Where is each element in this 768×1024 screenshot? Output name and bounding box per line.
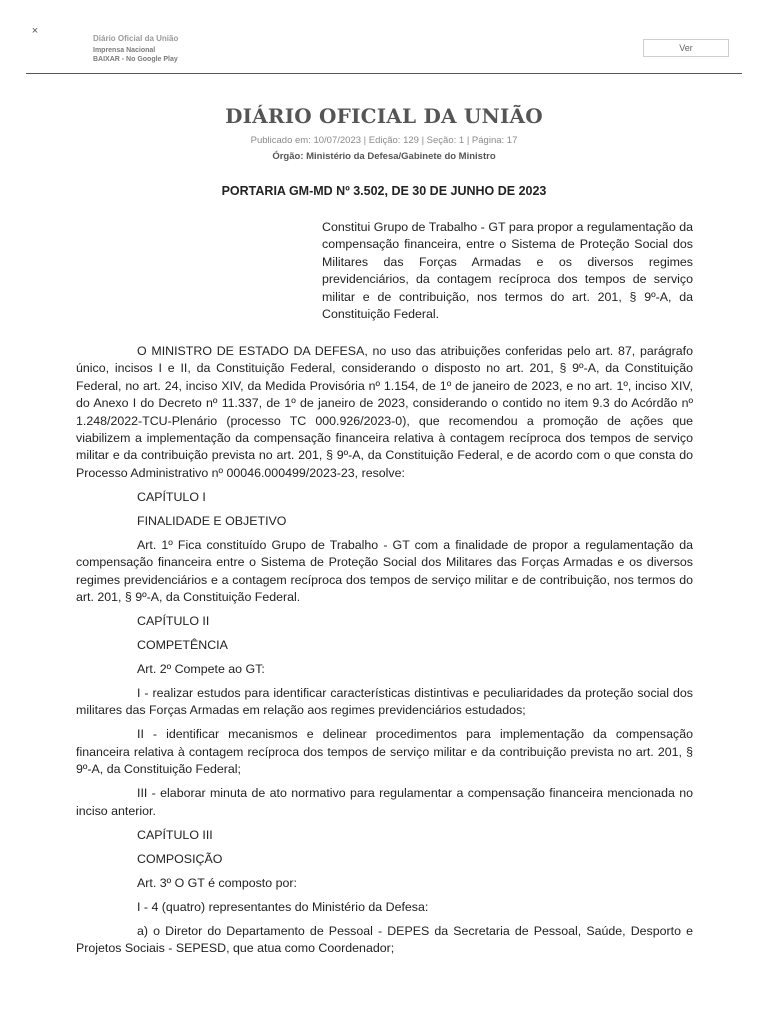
orgao-value: Ministério da Defesa/Gabinete do Ministro <box>306 151 496 162</box>
paragraph: CAPÍTULO II <box>137 614 210 629</box>
banner-divider <box>26 73 742 74</box>
paragraph: COMPOSIÇÃO <box>137 851 223 866</box>
ementa: Constitui Grupo de Trabalho - GT para propor a regulamentação da compensação financeira, entre o Sistema de Proteção Social dos Militares das Forças Armadas e os diversos regimes previdenciários, da contagem recíproca dos tempos de serviço militar e de contribuição, nos termos do art. 201, § 9º-A, da Constituição Federal. <box>322 220 693 322</box>
issuing-organ <box>0 151 768 162</box>
paragraph: FINALIDADE E OBJETIVO <box>137 513 287 528</box>
paragraph: Art. 2º Compete ao GT: <box>137 662 265 677</box>
view-app-button[interactable]: Ver <box>643 39 729 57</box>
orgao-label: Órgão: <box>272 151 304 162</box>
paragraph: I - realizar estudos para identificar características distintivas e peculiaridades da proteção social dos militares das Forças Armadas em relação aos regimes previdenciários estudados; <box>76 686 693 718</box>
page-title: DIÁRIO OFICIAL DA UNIÃO <box>225 104 543 128</box>
banner-publisher: Imprensa Nacional <box>93 47 156 54</box>
paragraph: II - identificar mecanismos e delinear procedimentos para implementação da compensação financeira relativa à contagem recíproca dos tempos de serviço militar e da contribuição prevista no art. 201, § 9º-A, da Constituição Federal; <box>76 727 693 777</box>
paragraph: III - elaborar minuta de ato normativo para regulamentar a compensação financeira mencionada no inciso anterior. <box>76 786 693 818</box>
paragraph: CAPÍTULO I <box>137 489 206 504</box>
paragraph: Art. 1º Fica constituído Grupo de Trabalho - GT com a finalidade de propor a regulamentação da compensação financeira entre o Sistema de Proteção Social dos Militares das Forças Armadas e os diversos regimes previdenciários e a contagem recíproca dos tempos de serviço militar e de contribuição, nos termos do art. 201, § 9º-A, da Constituição Federal. <box>76 537 693 605</box>
banner-download-text: BAIXAR - No Google Play <box>93 56 178 63</box>
banner-app-name: Diário Oficial da União <box>93 34 179 43</box>
paragraph: a) o Diretor do Departamento de Pessoal - DEPES da Secretaria de Pessoal, Saúde, Desporto e Projetos Sociais - SEPESD, que atua como Coordenador; <box>76 923 693 956</box>
app-install-banner <box>0 0 768 74</box>
close-icon[interactable]: × <box>31 25 39 37</box>
publication-meta: Publicado em: 10/07/2023 | Edição: 129 | Seção: 1 | Página: 17 <box>250 135 518 146</box>
paragraph: O MINISTRO DE ESTADO DA DEFESA, no uso das atribuições conferidas pelo art. 87, parágrafo único, incisos I e II, da Constituição Federal, considerando o disposto no art. 201, § 9º-A, da Constituição Federal, no art. 24, inciso XIV, da Medida Provisória nº 1.154, de 1º de janeiro de 2023, e no art. 1º, inciso XIV, do Anexo I do Decreto nº 11.337, de 1º de janeiro de 2023, considerando o contido no item 9.3 do Acórdão nº 1.248/2022-TCU-Plenário (processo TC 000.926/2023-0), que recomendou a promoção de ações que viabilizem a implementação da compensação financeira relativa à contagem recíproca dos tempos de serviço militar e da contribuição prevista no art. 201, § 9º-A, da Constituição Federal, e de acordo com o que consta do Processo Administrativo nº 00046.000499/2023-23, resolve: <box>76 344 693 480</box>
act-heading: PORTARIA GM-MD Nº 3.502, DE 30 DE JUNHO DE 2023 <box>221 184 547 198</box>
document-body <box>76 343 693 964</box>
paragraph: COMPETÊNCIA <box>137 638 228 653</box>
paragraph: Art. 3º O GT é composto por: <box>137 875 297 890</box>
paragraph: I - 4 (quatro) representantes do Ministério da Defesa: <box>137 899 429 914</box>
paragraph: CAPÍTULO III <box>137 827 213 842</box>
